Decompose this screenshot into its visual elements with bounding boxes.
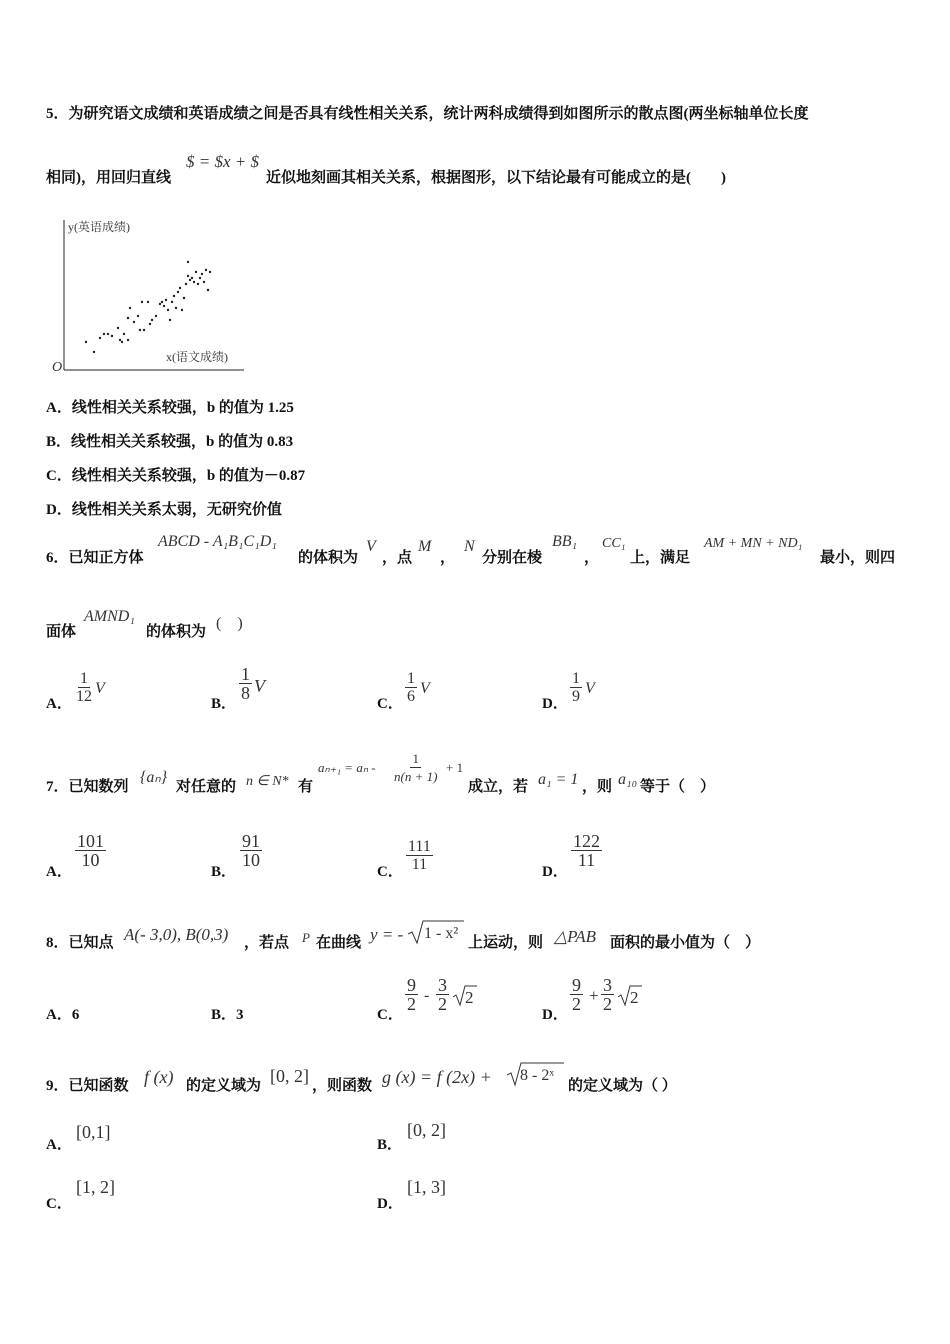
q7-stem-1: 7．已知数列 — [46, 779, 129, 795]
q6-stem-6: 最小，则四 — [820, 550, 896, 566]
q8-option-b: B．3 — [211, 1007, 244, 1023]
regression-formula: $ = $x + $ — [186, 152, 259, 171]
q8-option-d-radicand: 2 — [630, 988, 639, 1007]
a10-term: a₁₀ — [618, 771, 638, 788]
scatter-point — [199, 277, 201, 279]
point-n: N — [464, 538, 475, 555]
recurrence-left: aₙ₊₁ = aₙ - — [318, 760, 376, 775]
q8-stem-1: 8．已知点 — [46, 935, 114, 951]
q5-stem-line2b: 近似地刻画其相关关系，根据图形，以下结论最有可能成立的是( ) — [266, 170, 726, 186]
q5-stem-line2a: 相同)，用回归直线 — [46, 170, 171, 186]
q7-stem-5: ，则 — [582, 779, 613, 795]
scatter-point — [205, 269, 207, 271]
cube-name: ABCD - A₁B₁C₁D₁ — [158, 533, 277, 550]
edge-bb1: BB₁ — [552, 533, 578, 550]
scatter-point — [193, 281, 195, 283]
scatter-point — [191, 277, 193, 279]
q6-paren: ( ) — [216, 615, 243, 632]
q8-option-d-frac1: $\frac{9}{2}$ — [572, 975, 581, 1014]
q9-option-b-value: [0, 2] — [407, 1120, 446, 1140]
scatter-point — [169, 319, 171, 321]
scatter-point — [143, 329, 145, 331]
q7-option-c-frac: $\frac{111}{11}$ — [408, 838, 431, 873]
scatter-point — [209, 271, 211, 273]
scatter-point — [173, 295, 175, 297]
q6-comma: ， — [440, 550, 456, 566]
q8-option-c-frac2: $\frac{3}{2}$ — [438, 975, 447, 1014]
scatter-point — [207, 289, 209, 291]
q9-stem-1: 9．已知函数 — [46, 1078, 129, 1094]
scatter-point — [93, 351, 95, 353]
scatter-dots — [85, 261, 211, 353]
q7-stem-4: 成立，若 — [468, 779, 529, 795]
q9-stem-4: 的定义域为（ ） — [568, 1078, 677, 1094]
scatter-point — [185, 283, 187, 285]
scatter-point — [175, 307, 177, 309]
q8-stem-5: 面积的最小值为（ ） — [610, 935, 761, 951]
q8-option-d-frac2: $\frac{3}{2}$ — [603, 975, 612, 1014]
q6-option-b-var: V — [254, 676, 265, 696]
scatter-point — [107, 333, 109, 335]
q8-stem-4: 上运动，则 — [468, 935, 544, 951]
q6-stem-7: 面体 — [46, 624, 77, 640]
q9-option-c-value: [1, 2] — [76, 1177, 115, 1197]
q8-option-c-minus: - — [424, 987, 430, 1004]
q8-option-a: A．6 — [46, 1007, 80, 1023]
scatter-point — [129, 307, 131, 309]
q5-option-b: B．线性相关关系较强，b 的值为 0.83 — [46, 434, 294, 450]
q9-stem-3: ，则函数 — [312, 1078, 373, 1094]
q6-stem-1: 6．已知正方体 — [46, 550, 144, 566]
scatter-point — [137, 315, 139, 317]
q9-option-a-value: [0,1] — [76, 1122, 111, 1142]
q6-stem-3: ，点 — [382, 550, 413, 566]
q6-stem-4: 分别在棱 — [482, 550, 543, 566]
q6-stem-8: 的体积为 — [146, 624, 207, 640]
scatter-point — [119, 339, 121, 341]
q6-stem-2: 的体积为 — [298, 550, 359, 566]
scatter-point — [197, 283, 199, 285]
volume-var: V — [366, 538, 376, 555]
q8-option-c-label: C． — [377, 1007, 403, 1023]
q9-stem-2: 的定义域为 — [186, 1078, 262, 1094]
scatter-point — [147, 301, 149, 303]
q6-option-b-label: B． — [211, 696, 237, 712]
q7-option-a-label: A． — [46, 864, 72, 880]
q6-option-c-frac: $\frac{1}{6}$ — [407, 670, 415, 705]
q7-option-a-frac: $\frac{101}{10}$ — [77, 831, 104, 870]
q5-option-c: C．线性相关关系较强，b 的值为－0.87 — [46, 468, 306, 484]
n-condition: n ∈ N* — [246, 774, 289, 789]
scatter-point — [111, 335, 113, 337]
scatter-point — [127, 339, 129, 341]
q6-option-a-label: A． — [46, 696, 72, 712]
scatter-point — [195, 271, 197, 273]
scatter-point — [103, 333, 105, 335]
function-g: g (x) = f (2x) + — [382, 1067, 492, 1087]
scatter-point — [201, 273, 203, 275]
q9-option-a-label: A． — [46, 1137, 72, 1153]
scatter-point — [159, 303, 161, 305]
triangle-pab: △PAB — [554, 927, 597, 946]
tetrahedron-name: AMND₁ — [84, 608, 135, 625]
q8-stem-2: ，若点 — [244, 935, 290, 951]
scatter-point — [123, 333, 125, 335]
scatter-point — [149, 323, 151, 325]
scatter-point — [187, 275, 189, 277]
q6-option-d-label: D． — [542, 696, 568, 712]
scatter-point — [127, 317, 129, 319]
scatter-point — [141, 301, 143, 303]
point-p: P — [302, 930, 310, 945]
q6-option-d-var: V — [585, 680, 595, 697]
q6-stem-5: 上，满足 — [630, 550, 691, 566]
q9-option-b-label: B． — [377, 1137, 403, 1153]
a1-value: a₁ = 1 — [538, 771, 579, 788]
domain-f: [0, 2] — [270, 1066, 309, 1086]
q5-option-a: A．线性相关关系较强，b 的值为 1.25 — [46, 400, 294, 416]
path-sum: AM + MN + ND₁ — [704, 536, 803, 551]
q9-option-c-label: C． — [46, 1196, 72, 1212]
scatter-point — [163, 305, 165, 307]
scatter-point — [117, 327, 119, 329]
q7-option-c-label: C． — [377, 864, 403, 880]
scatter-point — [187, 261, 189, 263]
scatter-point — [189, 279, 191, 281]
q6-comma2: ， — [584, 550, 600, 566]
q7-option-b-label: B． — [211, 864, 237, 880]
q8-option-c-frac1: $\frac{9}{2}$ — [407, 975, 416, 1014]
q7-option-d-label: D． — [542, 864, 568, 880]
scatter-point — [165, 299, 167, 301]
scatter-point — [133, 321, 135, 323]
q6-option-a-var: V — [95, 680, 105, 697]
scatter-point — [161, 301, 163, 303]
q5-stem-line1: 5．为研究语文成绩和英语成绩之间是否具有线性相关关系，统计两科成绩得到如图所示的散点图(两坐标轴单位长度 — [46, 106, 809, 122]
q7-stem-3: 有 — [298, 779, 314, 795]
function-f: f (x) — [144, 1067, 174, 1087]
q6-option-b-frac: $\frac{1}{8}$ — [241, 664, 250, 703]
q6-option-a-frac: $\frac{1}{12}$ — [76, 670, 92, 705]
curve-radicand: 1 - x² — [424, 925, 459, 942]
scatter-point — [177, 291, 179, 293]
scatter-point — [181, 309, 183, 311]
scatter-point — [99, 337, 101, 339]
scatter-point — [203, 281, 205, 283]
q7-stem-6: 等于（ ） — [640, 779, 716, 795]
recurrence-frac: $\frac{1}{n(n + 1)}$ — [394, 751, 438, 784]
scatter-point — [171, 301, 173, 303]
q8-stem-3: 在曲线 — [316, 935, 362, 951]
point-m: M — [418, 538, 432, 555]
q6-option-c-var: V — [420, 680, 430, 697]
q5-option-d: D．线性相关关系太弱，无研究价值 — [46, 502, 282, 518]
q7-stem-2: 对任意的 — [176, 779, 237, 795]
origin-label: O — [52, 360, 63, 375]
scatter-point — [179, 287, 181, 289]
edge-cc1: CC₁ — [602, 536, 626, 551]
sequence-an: {aₙ} — [140, 769, 168, 786]
x-axis-label: x(语文成绩) — [166, 350, 228, 364]
scatter-point — [183, 297, 185, 299]
scatter-point — [139, 329, 141, 331]
q8-option-d-label: D． — [542, 1007, 568, 1023]
q9-radicand: 8 - 2ˣ — [520, 1067, 554, 1084]
q8-option-d-plus: + — [589, 986, 599, 1005]
q9-option-d-value: [1, 3] — [407, 1177, 446, 1197]
y-axis-label: y(英语成绩) — [68, 220, 130, 234]
q8-option-c-radicand: 2 — [465, 988, 474, 1007]
points-ab: A(- 3,0), B(0,3) — [124, 925, 229, 944]
scatter-point — [155, 315, 157, 317]
scatter-point — [151, 319, 153, 321]
scatter-point — [167, 309, 169, 311]
curve-lhs: y = - — [370, 925, 404, 944]
q7-option-d-frac: $\frac{122}{11}$ — [573, 831, 600, 870]
q6-option-c-label: C． — [377, 696, 403, 712]
recurrence-right: + 1 — [446, 760, 464, 775]
q9-option-d-label: D． — [377, 1196, 403, 1212]
q6-option-d-frac: $\frac{1}{9}$ — [572, 670, 580, 705]
scatter-point — [85, 341, 87, 343]
q7-option-b-frac: $\frac{91}{10}$ — [242, 831, 260, 870]
scatter-point — [121, 341, 123, 343]
